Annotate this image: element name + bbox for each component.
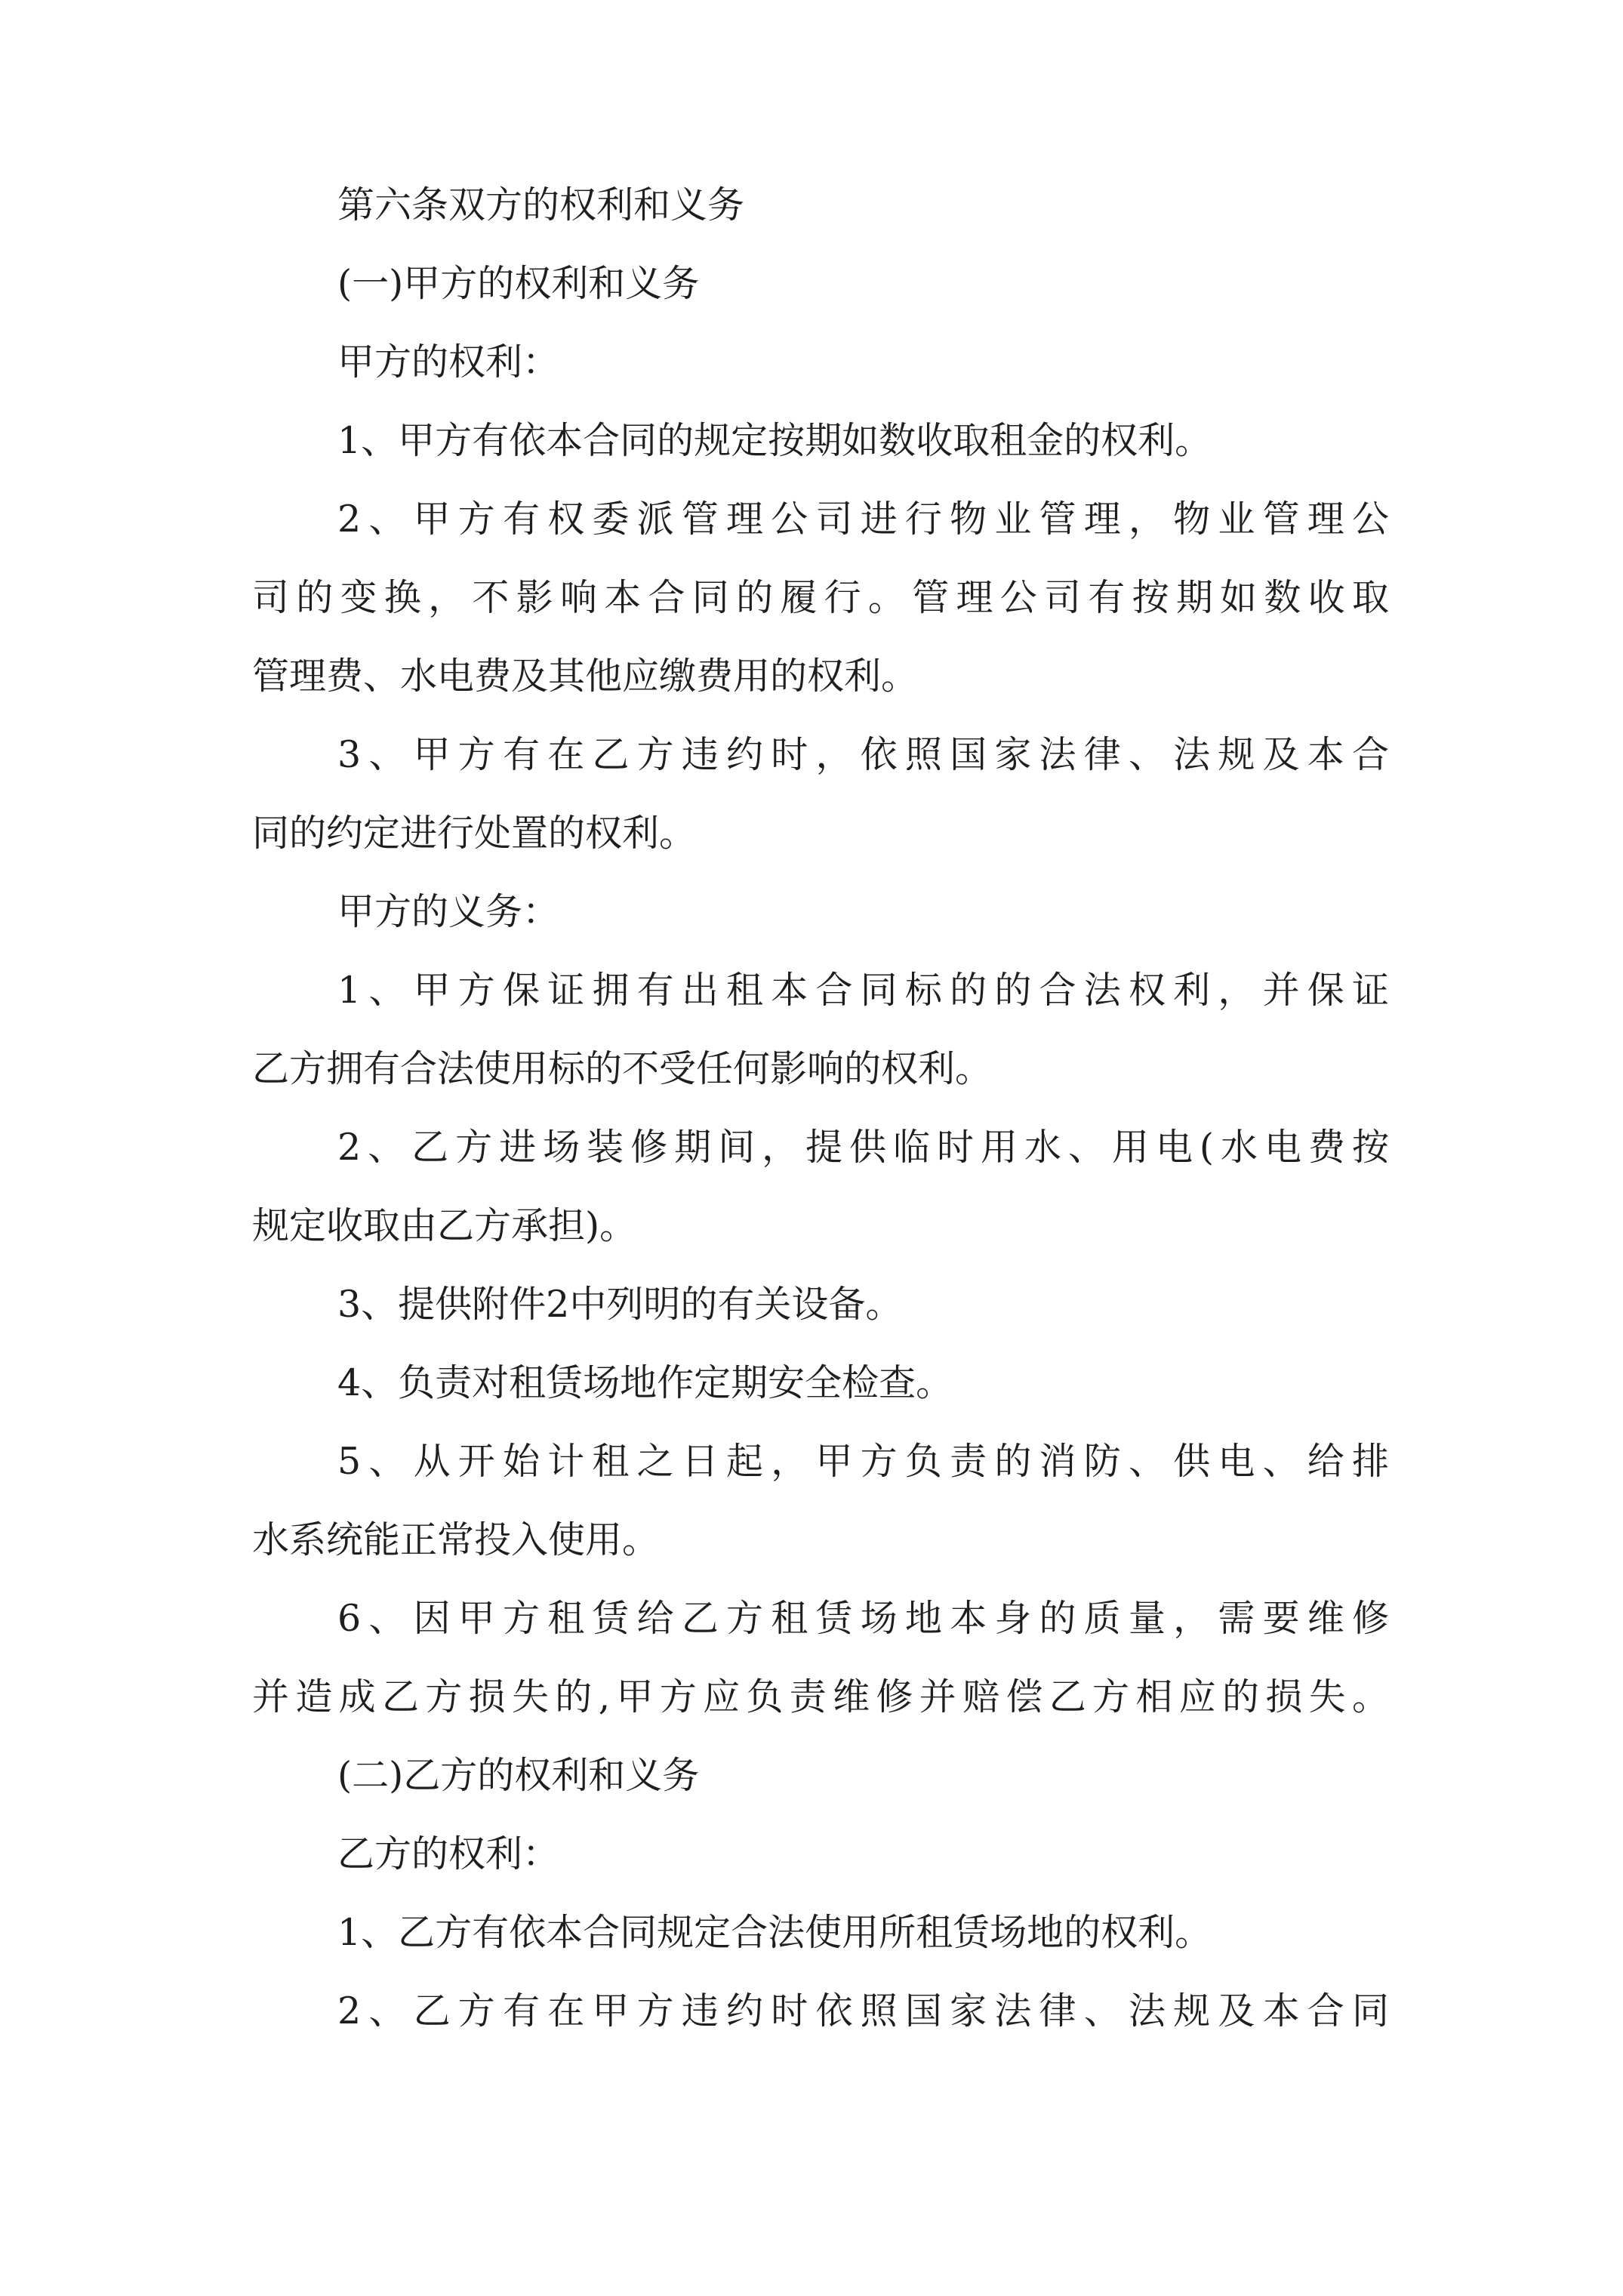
- document-line: 1、乙方有依本合同规定合法使用所租赁场地的权利。: [337, 1911, 1212, 1954]
- document-line: 司的变换，不影响本合同的履行。管理公司有按期如数收取: [252, 576, 1389, 619]
- document-line: 2、乙方进场装修期间，提供临时用水、用电(水电费按: [337, 1126, 1389, 1169]
- document-line: 6、因甲方租赁给乙方租赁场地本身的质量，需要维修: [337, 1597, 1389, 1640]
- document-line: 规定收取由乙方承担)。: [252, 1204, 637, 1247]
- document-line: 5、从开始计租之日起，甲方负责的消防、供电、给排: [337, 1440, 1389, 1483]
- document-line: 1、甲方保证拥有出租本合同标的的合法权利，并保证: [337, 969, 1389, 1012]
- document-line: 乙方的权利：: [337, 1832, 560, 1875]
- document-line: 甲方的义务：: [337, 890, 560, 933]
- document-line: 3、提供附件2中列明的有关设备。: [337, 1283, 903, 1326]
- document-line: 同的约定进行处置的权利。: [252, 812, 697, 855]
- document-line: 甲方的权利：: [337, 341, 560, 384]
- document-line: 2、乙方有在甲方违约时依照国家法律、法规及本合同: [337, 1989, 1389, 2032]
- document-line: 乙方拥有合法使用标的不受任何影响的权利。: [252, 1047, 993, 1090]
- document-line: (一)甲方的权利和义务: [337, 262, 700, 305]
- document-line: 1、甲方有依本合同的规定按期如数收取租金的权利。: [337, 419, 1212, 462]
- document-line: 2、甲方有权委派管理公司进行物业管理，物业管理公: [337, 498, 1389, 541]
- document-line: 3、甲方有在乙方违约时，依照国家法律、法规及本合: [337, 733, 1389, 776]
- document-line: (二)乙方的权利和义务: [337, 1754, 700, 1797]
- document-line: 并造成乙方损失的,甲方应负责维修并赔偿乙方相应的损失。: [252, 1675, 1389, 1718]
- document-line: 水系统能正常投入使用。: [252, 1518, 660, 1561]
- document-line: 管理费、水电费及其他应缴费用的权利。: [252, 655, 919, 698]
- document-line: 第六条双方的权利和义务: [337, 183, 745, 227]
- document-line: 4、负责对租赁场地作定期安全检查。: [337, 1361, 953, 1404]
